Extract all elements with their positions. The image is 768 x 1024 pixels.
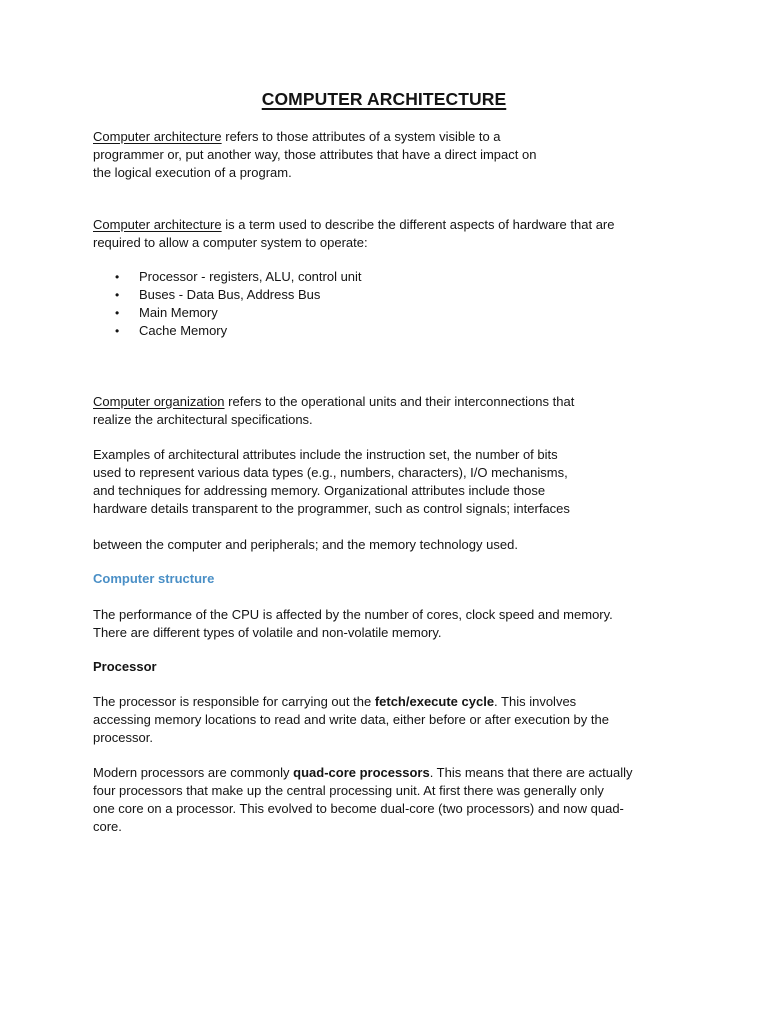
list-item: Processor - registers, ALU, control unit bbox=[139, 269, 362, 284]
list-item: Main Memory bbox=[139, 305, 218, 320]
para2-line1: Computer architecture is a term used to describe the different aspects of hardware that are bbox=[93, 217, 615, 232]
term-computer-architecture-2: Computer architecture bbox=[93, 217, 222, 232]
title-text: COMPUTER ARCHITECTURE bbox=[261, 89, 507, 109]
list-item: Cache Memory bbox=[139, 323, 228, 338]
para8-line3: one core on a processor. This evolved to become dual-core (two processors) and now quad- bbox=[93, 801, 624, 816]
para8-line2: four processors that make up the central processing unit. At first there was generally only bbox=[93, 783, 604, 798]
document-title bbox=[0, 89, 768, 110]
para7-line2: accessing memory locations to read and write data, either before or after execution by the bbox=[93, 712, 609, 727]
term-fetch-execute-cycle: fetch/execute cycle bbox=[374, 694, 495, 709]
para8-line4: core. bbox=[93, 819, 122, 834]
para7-line1: The processor is responsible for carrying out the fetch/execute cycle. This involves bbox=[93, 694, 577, 709]
section-heading-computer-structure: Computer structure bbox=[93, 571, 215, 586]
bullet-marker: • bbox=[115, 306, 120, 320]
para8-line1: Modern processors are commonly quad-core processors. This means that there are actually bbox=[93, 765, 633, 780]
para4-line2: used to represent various data types (e.g., numbers, characters), I/O mechanisms, bbox=[93, 465, 568, 480]
para1-line2: programmer or, put another way, those attributes that have a direct impact on bbox=[93, 147, 537, 162]
subheading-processor: Processor bbox=[93, 659, 157, 674]
bullet-marker: • bbox=[115, 270, 120, 284]
para6-line2: There are different types of volatile and non-volatile memory. bbox=[93, 625, 442, 640]
term-computer-organization: Computer organization bbox=[93, 394, 225, 409]
para7-line3: processor. bbox=[93, 730, 153, 745]
bullet-marker: • bbox=[115, 288, 120, 302]
para6-line1: The performance of the CPU is affected by the number of cores, clock speed and memory. bbox=[93, 607, 613, 622]
bullet-marker: • bbox=[115, 324, 120, 338]
para3-line2: realize the architectural specifications. bbox=[93, 412, 313, 427]
para1-line3: the logical execution of a program. bbox=[93, 165, 292, 180]
para3-line1: Computer organization refers to the operational units and their interconnections that bbox=[93, 394, 575, 409]
para4-line1: Examples of architectural attributes include the instruction set, the number of bits bbox=[93, 447, 558, 462]
para1-line1: Computer architecture refers to those attributes of a system visible to a bbox=[93, 129, 501, 144]
para4-line3: and techniques for addressing memory. Organizational attributes include those bbox=[93, 483, 546, 498]
para2-line2: required to allow a computer system to operate: bbox=[93, 235, 368, 250]
para5-line1: between the computer and peripherals; and the memory technology used. bbox=[93, 537, 518, 552]
term-computer-architecture: Computer architecture bbox=[93, 129, 222, 144]
term-quad-core-processors: quad-core processors bbox=[293, 765, 430, 780]
list-item: Buses - Data Bus, Address Bus bbox=[139, 287, 321, 302]
para4-line4: hardware details transparent to the programmer, such as control signals; interfaces bbox=[93, 501, 570, 516]
